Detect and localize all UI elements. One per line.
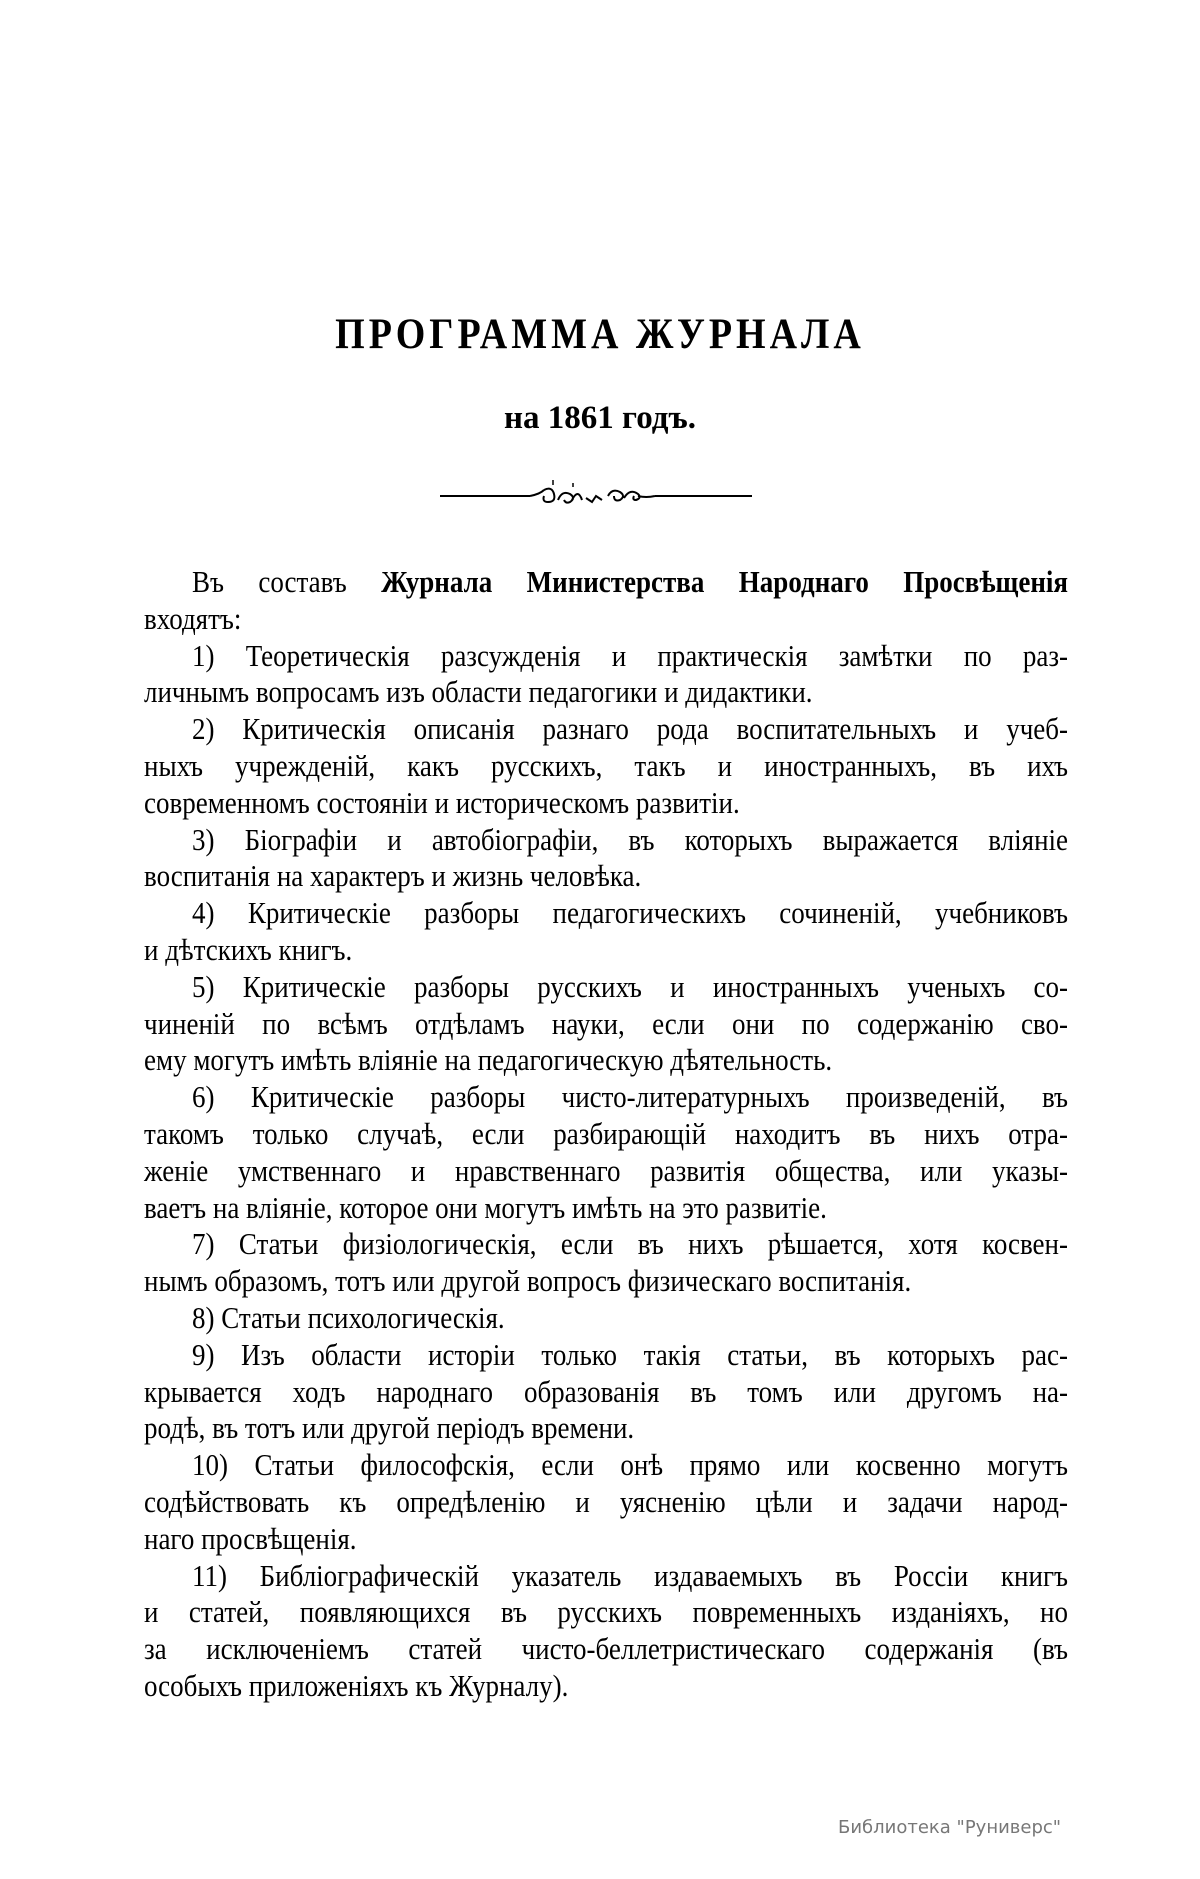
- paragraph-line: воспитанія на характеръ и жизнь человѣка.: [144, 859, 642, 894]
- paragraph-item-3: 3) Біографіи и автобіографіи, въ которыхъ выражается вліяніе: [192, 822, 1068, 857]
- paragraph-line: за исключеніемъ статей чисто-беллетристическаго содержанія (въ: [144, 1632, 1068, 1666]
- paragraph-line: женіе умственнаго и нравственнаго развитія общества, или указы-: [144, 1153, 1068, 1188]
- paragraph-line: такомъ только случаѣ, если разбирающій находитъ въ нихъ отра-: [144, 1117, 1068, 1151]
- page-title: ПРОГРАММА ЖУРНАЛА: [335, 309, 865, 359]
- paragraph-line: нымъ образомъ, тотъ или другой вопросъ физическаго воспитанія.: [144, 1264, 912, 1298]
- paragraph-line: и статей, появляющихся въ русскихъ повременныхъ изданіяхъ, но: [144, 1595, 1068, 1630]
- paragraph-item-7: 7) Статьи физіологическія, если въ нихъ рѣшается, хотя косвен-: [192, 1227, 1068, 1262]
- paragraph-line: чиненій по всѣмъ отдѣламъ науки, если они по содержанію сво-: [144, 1006, 1068, 1041]
- page-subtitle: на 1861 годъ.: [504, 400, 696, 436]
- paragraph-item-8: 8) Статьи психологическія.: [192, 1301, 505, 1335]
- paragraph-line: ему могутъ имѣть вліяніе на педагогическую дѣятельность.: [144, 1043, 833, 1078]
- paragraph-line: содѣйствовать къ опредѣленію и уясненію цѣли и задачи народ-: [144, 1485, 1068, 1519]
- paragraph-line: ваетъ на вліяніе, которое они могутъ имѣть на это развитіе.: [144, 1190, 827, 1225]
- paragraph-line: крывается ходъ народнаго образованія въ томъ или другомъ на-: [144, 1374, 1068, 1409]
- paragraph-line: наго просвѣщенія.: [144, 1521, 357, 1556]
- paragraph-item-6: 6) Критическіе разборы чисто-литературныхъ произведеній, въ: [192, 1080, 1068, 1114]
- paragraph-item-11: 11) Библіографическій указатель издаваемыхъ въ Россіи книгъ: [192, 1558, 1068, 1593]
- paragraph-line: личнымъ вопросамъ изъ области педагогики и дидактики.: [144, 675, 813, 710]
- paragraph-item-4: 4) Критическіе разборы педагогическихъ сочиненій, учебниковъ: [192, 896, 1068, 930]
- journal-name: Журнала Министерства Народнаго Просвѣщенія: [381, 565, 1068, 599]
- paragraph-line: современномъ состояніи и историческомъ развитіи.: [144, 785, 740, 820]
- intro-lead: Въ составъ: [192, 565, 382, 599]
- paragraph-line: и дѣтскихъ книгъ.: [144, 933, 353, 967]
- paragraph-item-2: 2) Критическія описанія разнаго рода воспитательныхъ и учеб-: [192, 712, 1068, 746]
- paragraph-item-9: 9) Изъ области исторіи только такія статьи, въ которыхъ рас-: [192, 1337, 1068, 1372]
- ornament-divider-icon: [440, 478, 752, 508]
- paragraph-line: особыхъ приложеніяхъ къ Журналу).: [144, 1669, 569, 1703]
- library-watermark: Библиотека "Руниверс": [838, 1817, 1062, 1838]
- paragraph-line: ныхъ учрежденій, какъ русскихъ, такъ и иностранныхъ, въ ихъ: [144, 749, 1068, 783]
- paragraph-item-5: 5) Критическіе разборы русскихъ и иностранныхъ ученыхъ со-: [192, 969, 1068, 1004]
- intro-continuation: входятъ:: [144, 601, 242, 636]
- paragraph-line: родѣ, въ тотъ или другой періодъ времени.: [144, 1411, 635, 1446]
- document-body: [144, 564, 1068, 1705]
- paragraph-item-1: 1) Теоретическія разсужденія и практическія замѣтки по раз-: [192, 638, 1068, 673]
- paragraph-item-10: 10) Статьи философскія, если онѣ прямо или косвенно могутъ: [192, 1448, 1068, 1482]
- intro-line: [144, 562, 1068, 603]
